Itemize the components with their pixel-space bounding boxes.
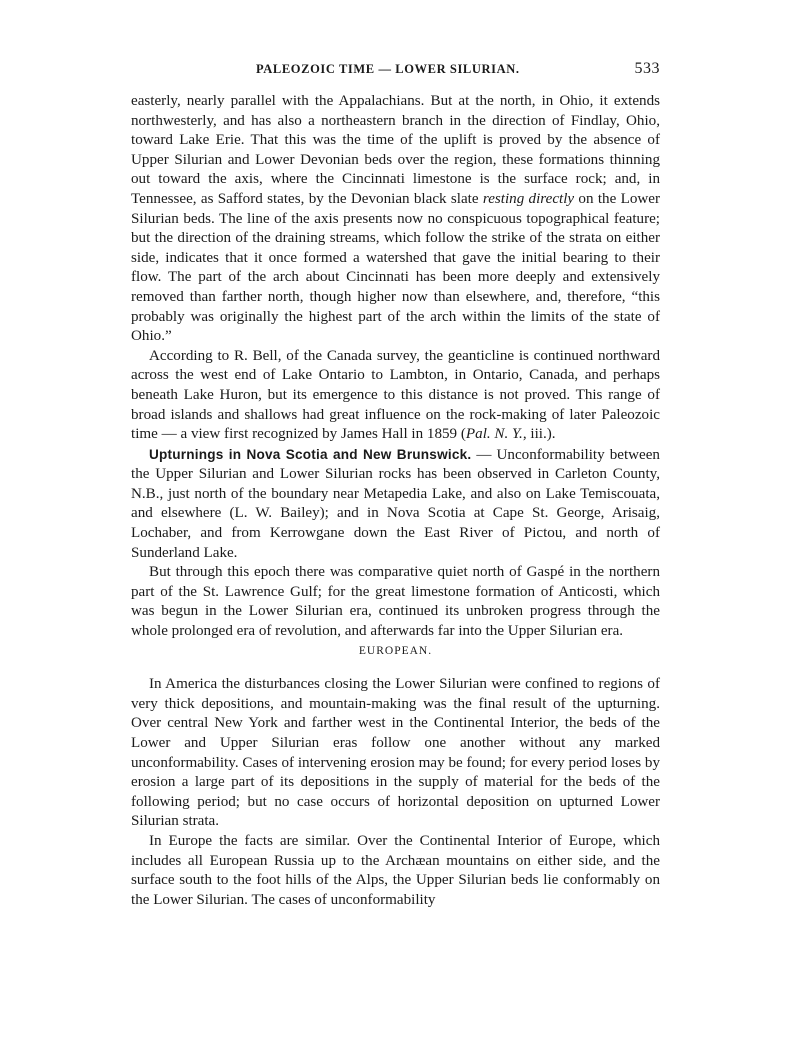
- section-heading: EUROPEAN.: [358, 644, 433, 657]
- paragraph-america: [131, 675, 660, 832]
- side-heading: Upturnings in Nova Scotia and New Brunswick.: [149, 446, 472, 462]
- paragraph-text: In America the disturbances closing the Lower Silurian were confined to regions of very thick depositions, and mountain-making was the final result of the upturning. Over central New York and farther west in the Continental Interior, the beds of the Lower and Upper Silurian eras follow one another without any marked unconformability. Cases of intervening erosion may be found; for every period loses by erosion a large part of its depositions in the supply of material for the beds of the following period; but no case occurs of horizontal deposition on upturned Lower Silurian strata.: [131, 676, 660, 830]
- paragraph-europe: [131, 832, 660, 910]
- paragraph-arch-description: [131, 92, 660, 347]
- running-title: PALEOZOIC TIME — LOWER SILURIAN.: [256, 62, 520, 76]
- italic-phrase: resting directly: [482, 190, 575, 207]
- paragraph-text: — Unconformability between the Upper Silurian and Lower Silurian rocks has been observed in Carleton County, N.B., just north of the boundary near Metapedia Lake, and also on Lake Temiscouata, and elsewhere (L. W. Bailey); and in Nova Scotia at Cape St. George, Arisaig, Lochaber, and from Kerrowgane down the East River of Pictou, and north of Sunderland Lake.: [131, 446, 660, 561]
- paragraph-text: easterly, nearly parallel with the Appalachians. But at the north, in Ohio, it extends northwesterly, and has also a northeastern branch in the direction of Findlay, Ohio, toward Lake Erie. That this was the time of the uplift is proved by the absence of Upper Silurian and Lower Devonian beds over the region, these formations thinning out toward the axis, where the Cincinnati limestone is the surface rock; and, in Tennessee, as Safford states, by the Devonian black slate: [131, 93, 660, 207]
- paragraph-geanticline: [131, 347, 660, 445]
- paragraph-nova-scotia: [131, 445, 660, 564]
- paragraph-text: In Europe the facts are similar. Over the Continental Interior of Europe, which includes all European Russia up to the Archæan mountains on either side, and the surface south to the foot hills of the Alps, the Upper Silurian beds lie conformably on the Lower Silurian. The cases of unconformability: [131, 832, 660, 908]
- paragraph-text: But through this epoch there was comparative quiet north of Gaspé in the northern part of the St. Lawrence Gulf; for the great limestone formation of Anticosti, which was begun in the Lower Silurian era, continued its unbroken progress through the whole prolonged era of revolution, and afterwards far into the Upper Silurian era.: [131, 564, 660, 640]
- page-number: 533: [634, 60, 660, 77]
- italic-citation: Pal. N. Y.: [465, 426, 523, 443]
- paragraph-text: , iii.).: [522, 426, 556, 443]
- paragraph-text: on the Lower Silurian beds. The line of the axis presents now no conspicuous topographical feature; but the direction of the draining streams, which follow the strike of the strata on either side, indicates that it once formed a watershed that gave the initial bearing to their flow. The part of the arch about Cincinnati has been more deeply and extensively removed than farther north, though higher now than elsewhere, and, therefore, “this probably was originally the highest part of the arch within the limits of the state of Ohio.”: [131, 190, 660, 345]
- body-text: [131, 92, 660, 910]
- running-head: [130, 62, 660, 84]
- paragraph-text: According to R. Bell, of the Canada survey, the geanticline is continued northward across the west end of Lake Ontario to Lambton, in Ontario, Canada, and perhaps beneath Lake Huron, but its emergence to this distance is not proved. This range of broad islands and shallows had great influence on the rock-making of later Paleozoic time — a view first recognized by James Hall in 1859 (: [131, 347, 660, 443]
- paragraph-gaspe: [131, 563, 660, 641]
